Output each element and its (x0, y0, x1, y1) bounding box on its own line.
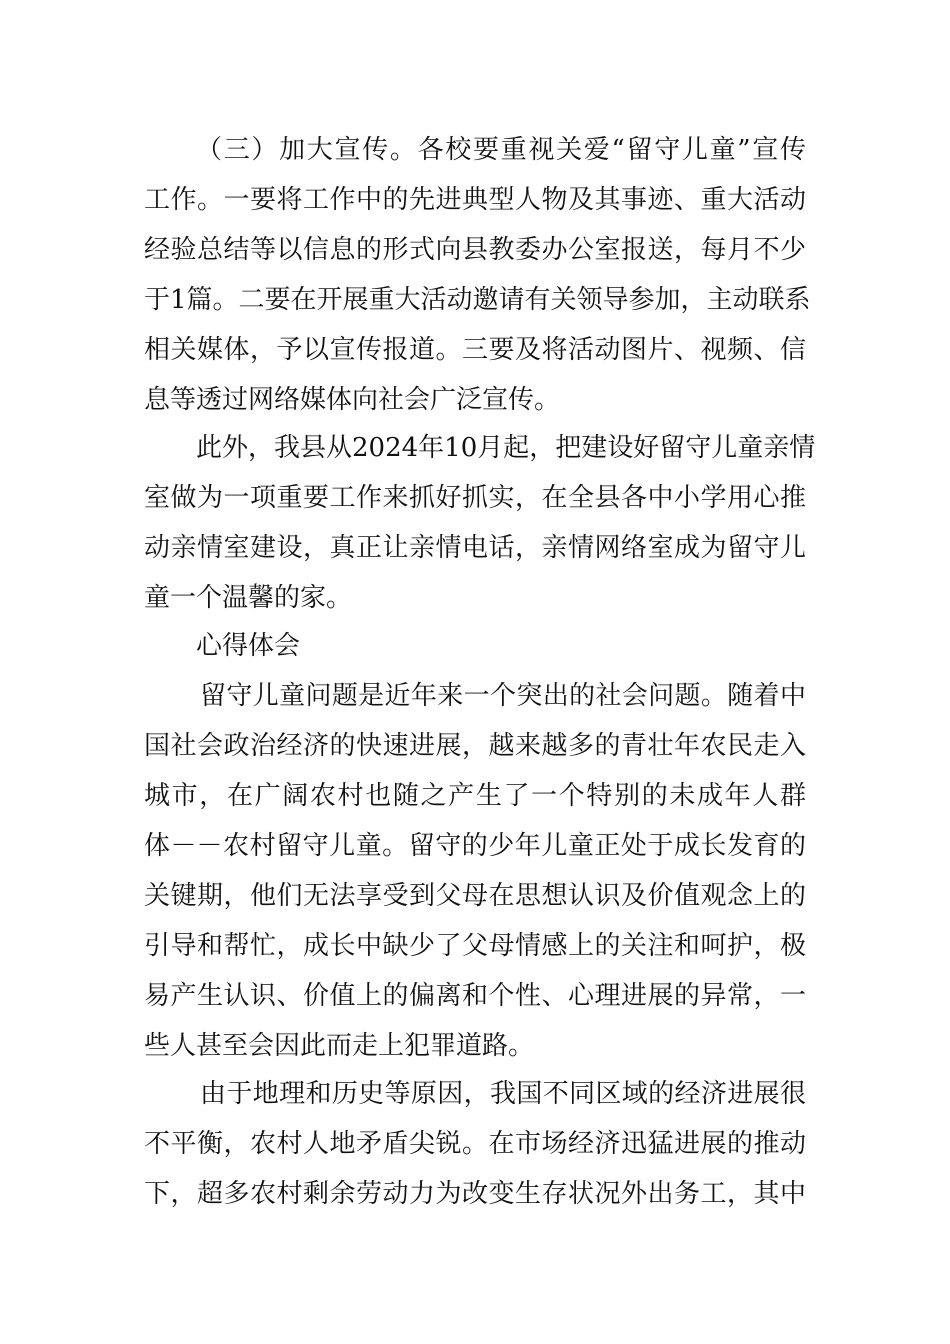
paragraph-3-line-3: 城市，在广阔农村也随之产生了一个特别的未成年人群 (144, 781, 806, 811)
paragraph-1-line-2: 工作。一要将工作中的先进典型人物及其事迹、重大活动 (144, 185, 806, 215)
paragraph-1-line-6: 息等透过网络媒体向社会广泛宣传。 (144, 385, 561, 415)
paragraph-2-line-4: 童一个温馨的家。 (144, 583, 353, 613)
paragraph-2-line-1: 此外，我县从2024年10月起，把建设好留守儿童亲情 (196, 433, 816, 463)
paragraph-1-line-5: 相关媒体，予以宣传报道。三要及将活动图片、视频、信 (144, 335, 806, 365)
paragraph-2-line-2: 室做为一项重要工作来抓好抓实，在全县各中小学用心推 (144, 483, 806, 513)
paragraph-3-line-6: 引导和帮忙，成长中缺少了父母情感上的关注和呵护，极 (144, 931, 806, 961)
paragraph-3-line-2: 国社会政治经济的快速进展，越来越多的青壮年农民走入 (144, 731, 806, 761)
paragraph-4-line-3: 下，超多农村剩余劳动力为改变生存状况外出务工，其中 (144, 1179, 806, 1209)
paragraph-1-line-1: （三）加大宣传。各校要重视关爱“留守儿童”宣传 (196, 135, 806, 165)
paragraph-2-line-3: 动亲情室建设，真正让亲情电话，亲情网络室成为留守儿 (144, 533, 806, 563)
paragraph-4-line-1: 由于地理和历史等原因，我国不同区域的经济进展很 (200, 1079, 806, 1109)
paragraph-1-line-4: 于1篇。二要在开展重大活动邀请有关领导参加，主动联系 (144, 285, 811, 315)
paragraph-3-line-8: 些人甚至会因此而走上犯罪道路。 (144, 1031, 535, 1061)
paragraph-1-line-3: 经验总结等以信息的形式向县教委办公室报送，每月不少 (144, 235, 806, 265)
paragraph-3-line-7: 易产生认识、价值上的偏离和个性、心理进展的异常，一 (144, 981, 806, 1011)
section-heading: 心得体会 (196, 631, 301, 661)
paragraph-3-line-5: 关键期，他们无法享受到父母在思想认识及价值观念上的 (144, 881, 806, 911)
paragraph-4-line-2: 不平衡，农村人地矛盾尖锐。在市场经济迅猛进展的推动 (144, 1129, 806, 1159)
paragraph-3-line-1: 留守儿童问题是近年来一个突出的社会问题。随着中 (200, 681, 806, 711)
paragraph-3-line-4: 体－－农村留守儿童。留守的少年儿童正处于成长发育的 (144, 831, 806, 861)
